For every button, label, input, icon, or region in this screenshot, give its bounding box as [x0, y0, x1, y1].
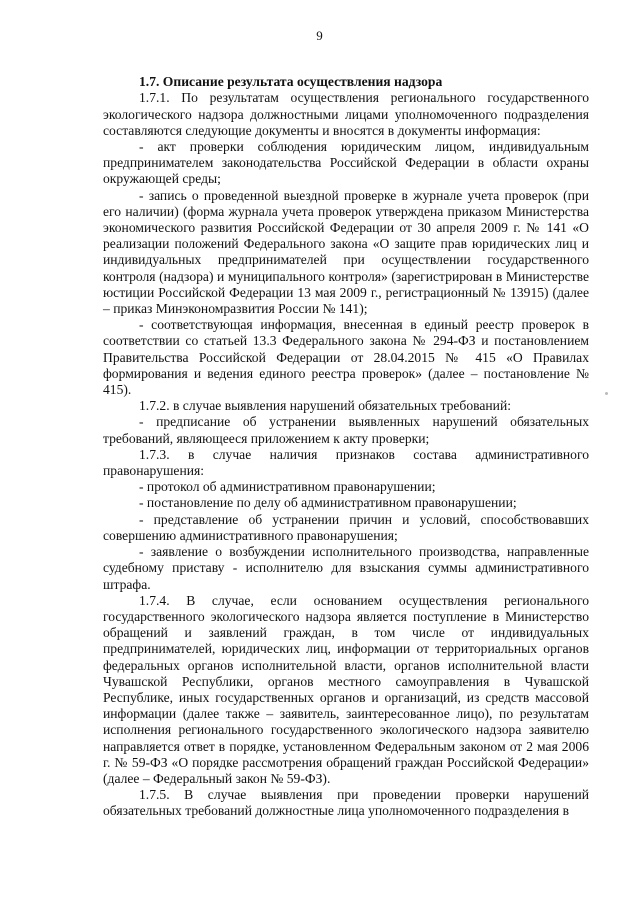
list-item-enforcement-statement: - заявление о возбуждении исполнительного производства, направленные судебному приставу - исполнителю для взыскания суммы административного штрафа.	[103, 544, 589, 592]
paragraph-1-7-3: 1.7.3. в случае наличия признаков состава административного правонарушения:	[103, 446, 589, 479]
list-item-prescription: - предписание об устранении выявленных нарушений обязательных требований, являющееся приложением к акту проверки;	[103, 414, 589, 446]
paragraph-1-7-1: 1.7.1. По результатам осуществления регионального государственного экологического надзора должностными лицами уполномоченного подразделения составляются следующие документы и вносятся в документы информация:	[103, 90, 589, 138]
list-item-submission: - представление об устранении причин и условий, способствовавших совершению административного правонарушения;	[103, 511, 589, 543]
paragraph-1-7-5: 1.7.5. В случае выявления при проведении проверки нарушений обязательных требований должностные лица уполномоченного подразделения в	[103, 787, 589, 819]
scan-speck	[605, 392, 608, 395]
list-item-inspection-act: - акт проверки соблюдения юридическим лицом, индивидуальным предпринимателем законодательства Российской Федерации в области охраны окружающей среды;	[103, 139, 589, 187]
page-number: 9	[316, 28, 323, 43]
section-heading: 1.7. Описание результата осуществления надзора	[139, 74, 443, 90]
list-item-protocol: - протокол об административном правонарушении;	[139, 479, 436, 495]
paragraph-1-7-2: 1.7.2. в случае выявления нарушений обязательных требований:	[139, 398, 511, 414]
list-item-resolution: - постановление по делу об административном правонарушении;	[139, 495, 517, 511]
list-item-journal-record: - запись о проведенной выездной проверке в журнале учета проверок (при его наличии) (форма журнала учета проверок утверждена приказом Министерства экономического развития Российской Федерации от 30 апреля 2009 г. № 141 «О реализации положений Федерального закона «О защите прав юридических лиц и индивидуальных предпринимателей при осуществлении государственного контроля (надзора) и муниципального контроля» (зарегистрирован в Министерстве юстиции Российской Федерации 13 мая 2009 г., регистрационный № 13915) (далее – приказ Минэкономразвития России № 141);	[103, 187, 589, 317]
paragraph-1-7-4: 1.7.4. В случае, если основанием осуществления регионального государственного экологического надзора является поступление в Министерство обращений и заявлений граждан, в том числе от индивидуальных предпринимателей, юридических лиц, информации от территориальных органов федеральных органов исполнительной власти, органов исполнительной власти Чувашской Республики, органов местного самоуправления в Чувашской Республике, иных государственных органов и организаций, из средств массовой информации (далее также – заявитель, заинтересованное лицо), по результатам исполнения регионального государственного экологического надзора заявителю направляется ответ в порядке, установленном Федеральным законом от 2 мая 2006 г. № 59-ФЗ «О порядке рассмотрения обращений граждан Российской Федерации» (далее – Федеральный закон № 59-ФЗ).	[103, 592, 589, 786]
list-item-registry-info: - соответствующая информация, внесенная в единый реестр проверок в соответствии со статьей 13.3 Федерального закона № 294-ФЗ и постановлением Правительства Российской Федерации от 28.04.2015 № 415 «О Правилах формирования и ведения единого реестра проверок» (далее – постановление № 415).	[103, 317, 589, 398]
